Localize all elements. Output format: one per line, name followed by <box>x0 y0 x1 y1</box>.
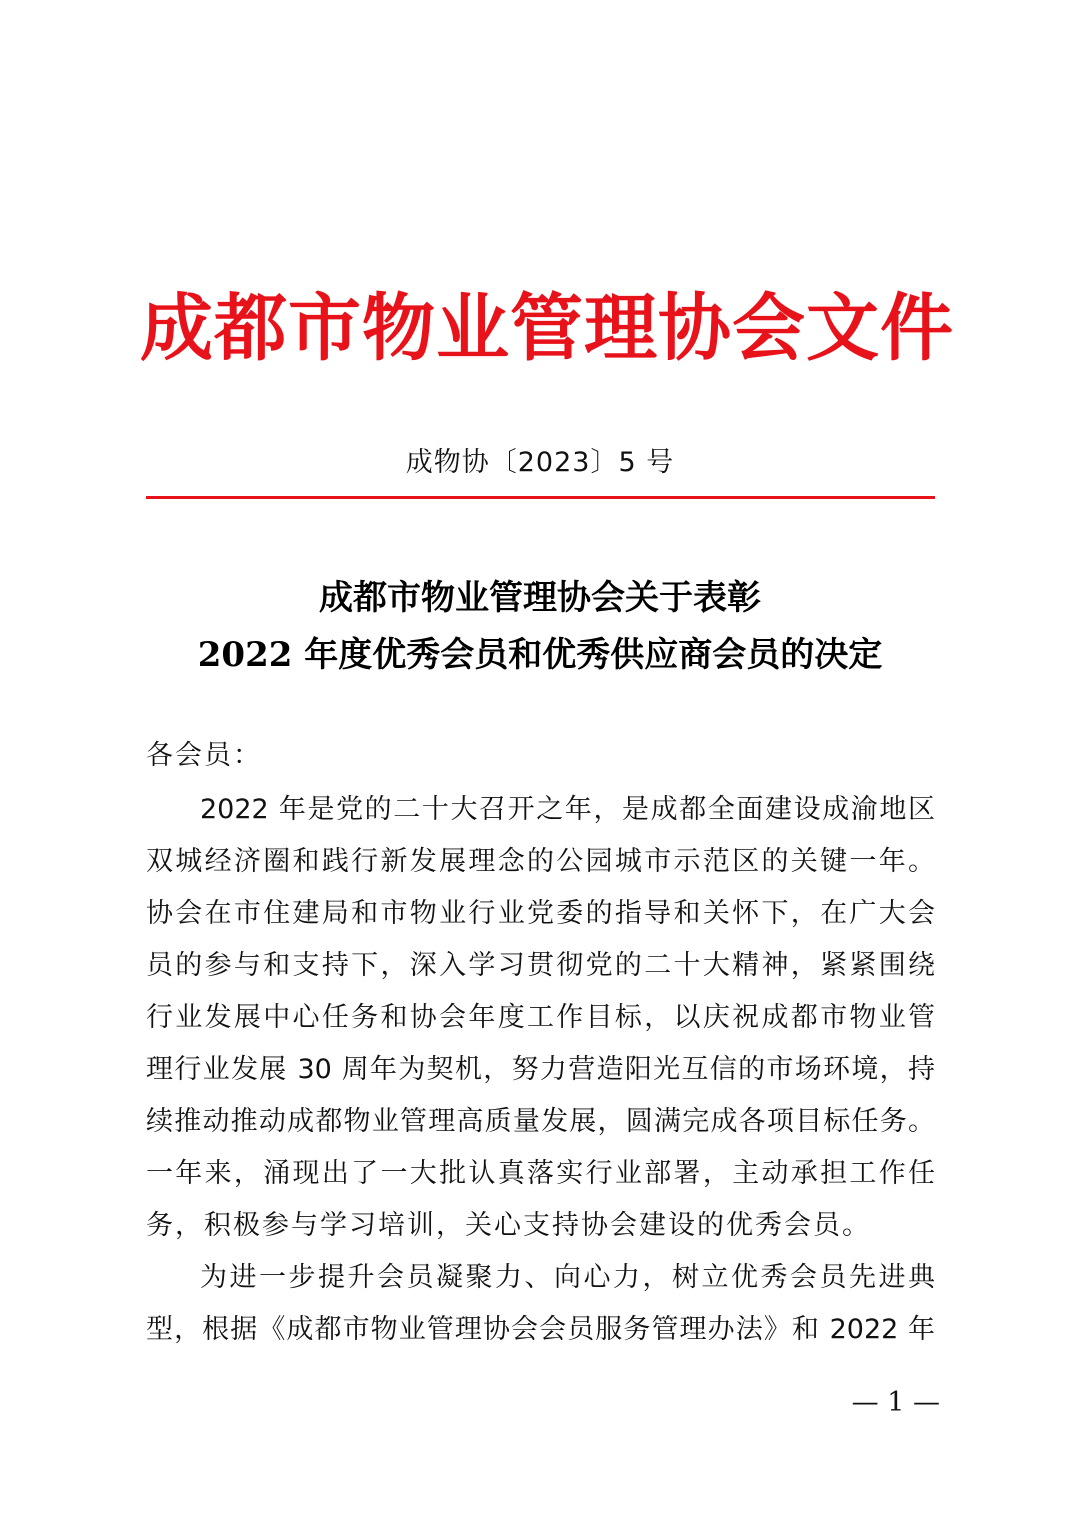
document-title-line-2: 2022 年度优秀会员和优秀供应商会员的决定 <box>197 635 883 675</box>
document-masthead: 成都市物业管理协会文件 <box>140 285 954 371</box>
body-line-8: 一年来，涌现出了一大批认真落实行业部署，主动承担工作任 <box>146 1158 935 1189</box>
document-number: 成物协〔2023〕5 号 <box>405 447 675 478</box>
body-line-1: 2022 年是党的二十大召开之年，是成都全面建设成渝地区 <box>200 794 935 825</box>
body-line-10: 为进一步提升会员凝聚力、向心力，树立优秀会员先进典 <box>200 1262 935 1293</box>
body-line-6: 理行业发展 30 周年为契机，努力营造阳光互信的市场环境，持 <box>146 1054 935 1085</box>
body-line-11: 型，根据《成都市物业管理协会会员服务管理办法》和 2022 年 <box>146 1314 935 1345</box>
body-line-4: 员的参与和支持下，深入学习贯彻党的二十大精神，紧紧围绕 <box>146 950 935 981</box>
body-line-9: 务，积极参与学习培训，关心支持协会建设的优秀会员。 <box>146 1210 871 1241</box>
salutation: 各会员： <box>146 740 262 771</box>
red-divider-rule <box>146 496 935 499</box>
body-line-5: 行业发展中心任务和协会年度工作目标，以庆祝成都市物业管 <box>146 1002 935 1033</box>
body-line-2: 双城经济圈和践行新发展理念的公园城市示范区的关键一年。 <box>146 846 935 877</box>
body-line-3: 协会在市住建局和市物业行业党委的指导和关怀下，在广大会 <box>146 898 935 929</box>
body-line-7: 续推动推动成都物业管理高质量发展，圆满完成各项目标任务。 <box>146 1106 935 1137</box>
document-title-line-1: 成都市物业管理协会关于表彰 <box>319 578 761 618</box>
page-number: — 1 — <box>851 1387 940 1418</box>
